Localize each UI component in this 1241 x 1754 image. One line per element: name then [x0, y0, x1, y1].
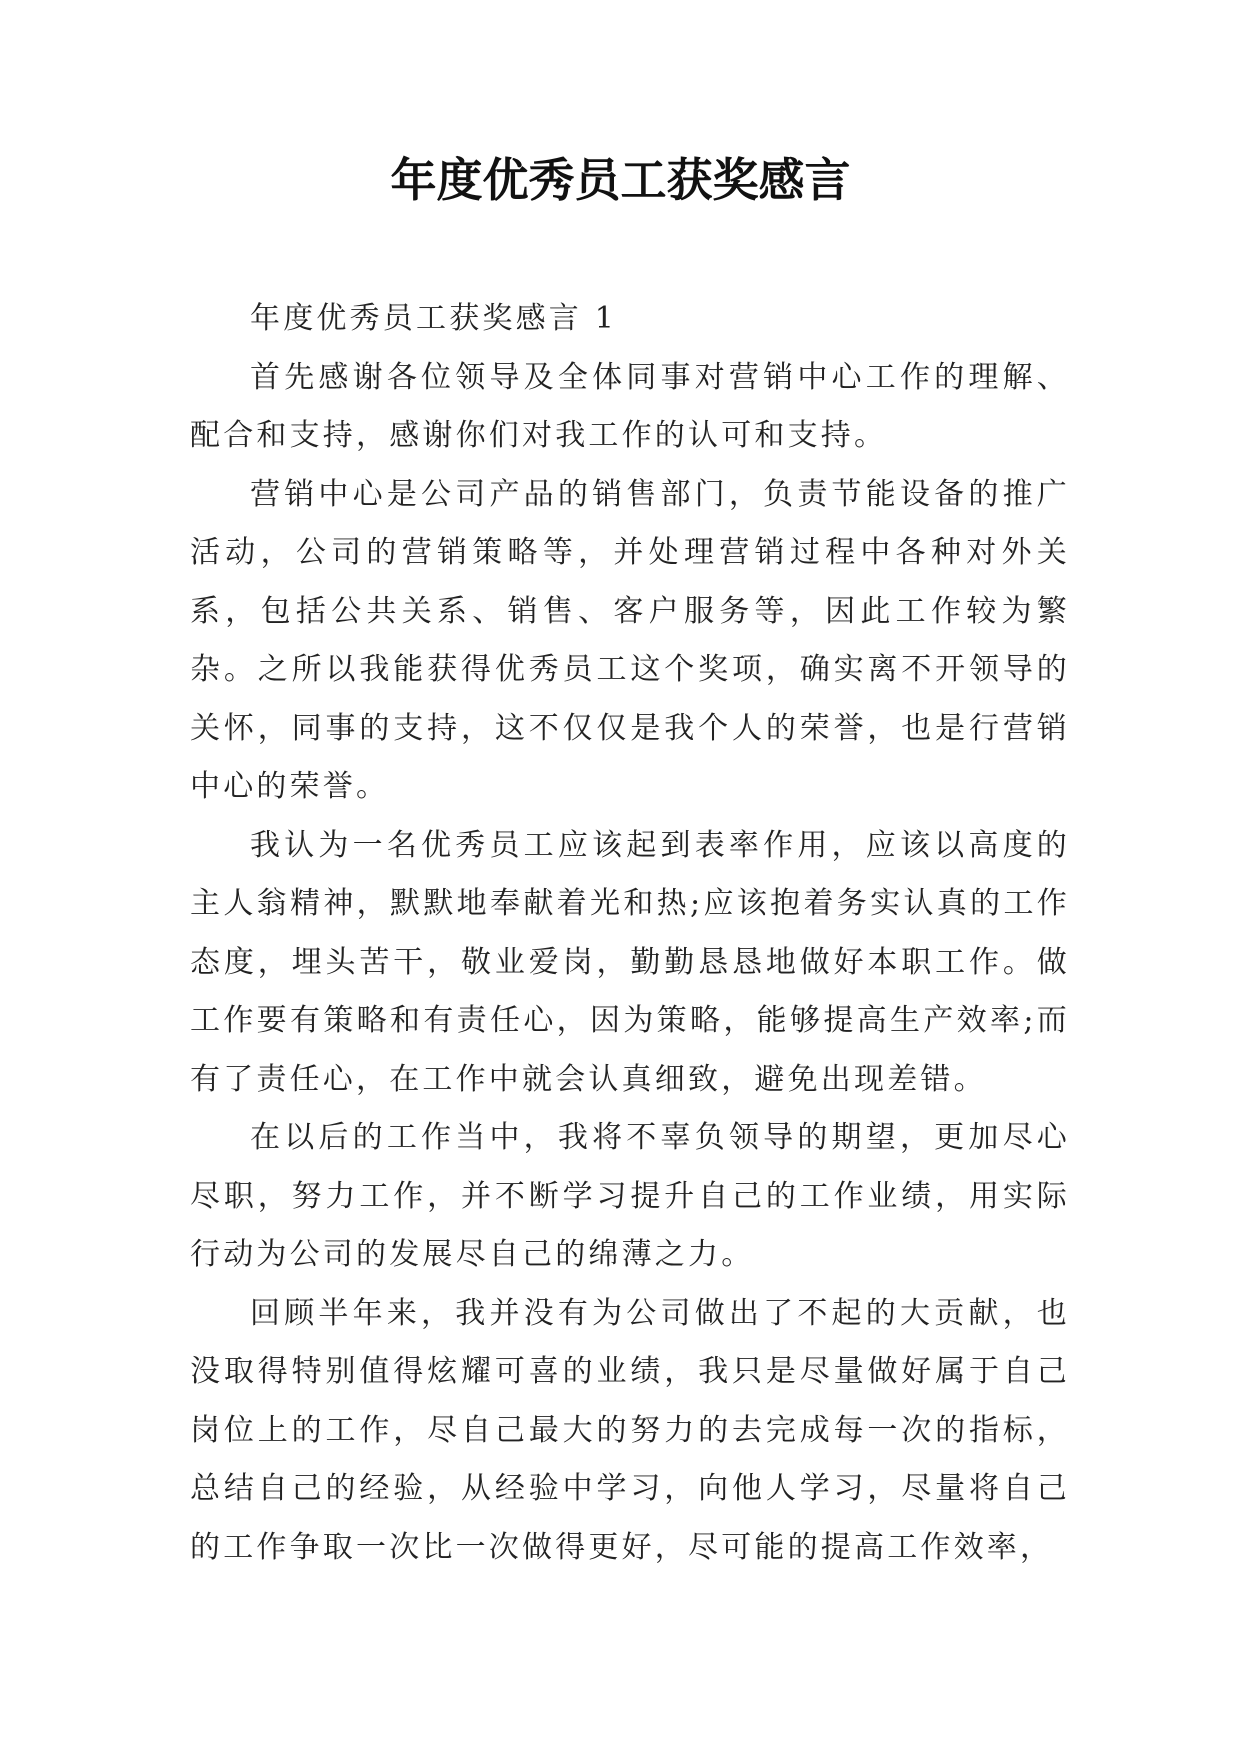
- paragraph-3: 我认为一名优秀员工应该起到表率作用，应该以高度的主人翁精神，默默地奉献着光和热;应该抱着务实认真的工作态度，埋头苦干，敬业爱岗，勤勤恳恳地做好本职工作。做工作要有策略和有责任心，因为策略，能够提高生产效率;而有了责任心，在工作中就会认真细致，避免出现差错。: [190, 827, 1070, 1097]
- document-title: 年度优秀员工获奖感言: [390, 153, 851, 207]
- section-heading: 年度优秀员工获奖感言 1: [250, 301, 618, 336]
- paragraph-2: 营销中心是公司产品的销售部门，负责节能设备的推广活动，公司的营销策略等，并处理营销过程中各种对外关系，包括公共关系、销售、客户服务等，因此工作较为繁杂。之所以我能获得优秀员工这个奖项，确实离不开领导的关怀，同事的支持，这不仅仅是我个人的荣誉，也是行营销中心的荣誉。: [190, 476, 1070, 804]
- paragraph-5: 回顾半年来，我并没有为公司做出了不起的大贡献，也没取得特别值得炫耀可喜的业绩，我只是尽量做好属于自己岗位上的工作，尽自己最大的努力的去完成每一次的指标，总结自己的经验，从经验中学习，向他人学习，尽量将自己的工作争取一次比一次做得更好，尽可能的提高工作效率，: [190, 1295, 1070, 1565]
- paragraph-1: 首先感谢各位领导及全体同事对营销中心工作的理解、配合和支持，感谢你们对我工作的认可和支持。: [190, 359, 1070, 453]
- paragraph-4: 在以后的工作当中，我将不辜负领导的期望，更加尽心尽职，努力工作，并不断学习提升自己的工作业绩，用实际行动为公司的发展尽自己的绵薄之力。: [190, 1120, 1070, 1272]
- document-body: [190, 290, 1070, 1577]
